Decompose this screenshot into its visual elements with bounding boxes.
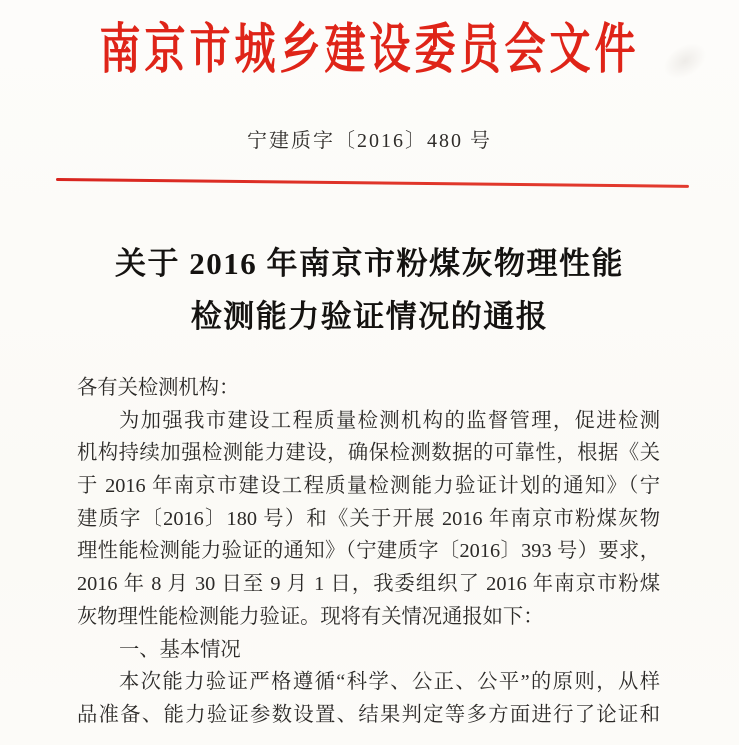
body-line: 2016 年 8 月 30 日至 9 月 1 日，我委组织了 2016 年南京市粉煤 [77,573,660,596]
body-line: 于 2016 年南京市建设工程质量检测能力验证计划的通知》（宁 [77,475,660,498]
salutation: 各有关检测机构： [77,377,240,399]
section-heading: 一、基本情况 [119,638,241,661]
body-line: 机构持续加强检测能力建设，确保检测数据的可靠性，根据《关 [77,442,660,465]
body-line: 为加强我市建设工程质量检测机构的监督管理，促进检测 [119,409,660,432]
notice-title-line2: 检测能力验证情况的通报 [190,299,549,334]
red-divider-line [56,178,689,188]
issuing-org-title: 南京市城乡建设委员会文件 [99,18,640,80]
body-line: 本次能力验证严格遵循“科学、公正、公平”的原则，从样 [119,671,660,694]
notice-title [0,237,739,343]
notice-title-line1: 关于 2016 年南京市粉煤灰物理性能 [115,246,624,281]
body-line: 理性能检测能力验证的通知》（宁建质字〔2016〕393 号）要求， [77,540,660,563]
body-line: 品准备、能力验证参数设置、结果判定等多方面进行了论证和 [77,703,660,726]
notice-body [77,372,660,732]
body-line: 建质字〔2016〕180 号）和《关于开展 2016 年南京市粉煤灰物 [77,507,660,530]
body-line: 灰物理性能检测能力验证。现将有关情况通报如下： [77,605,544,628]
document-number: 宁建质字〔2016〕480 号 [247,130,492,152]
